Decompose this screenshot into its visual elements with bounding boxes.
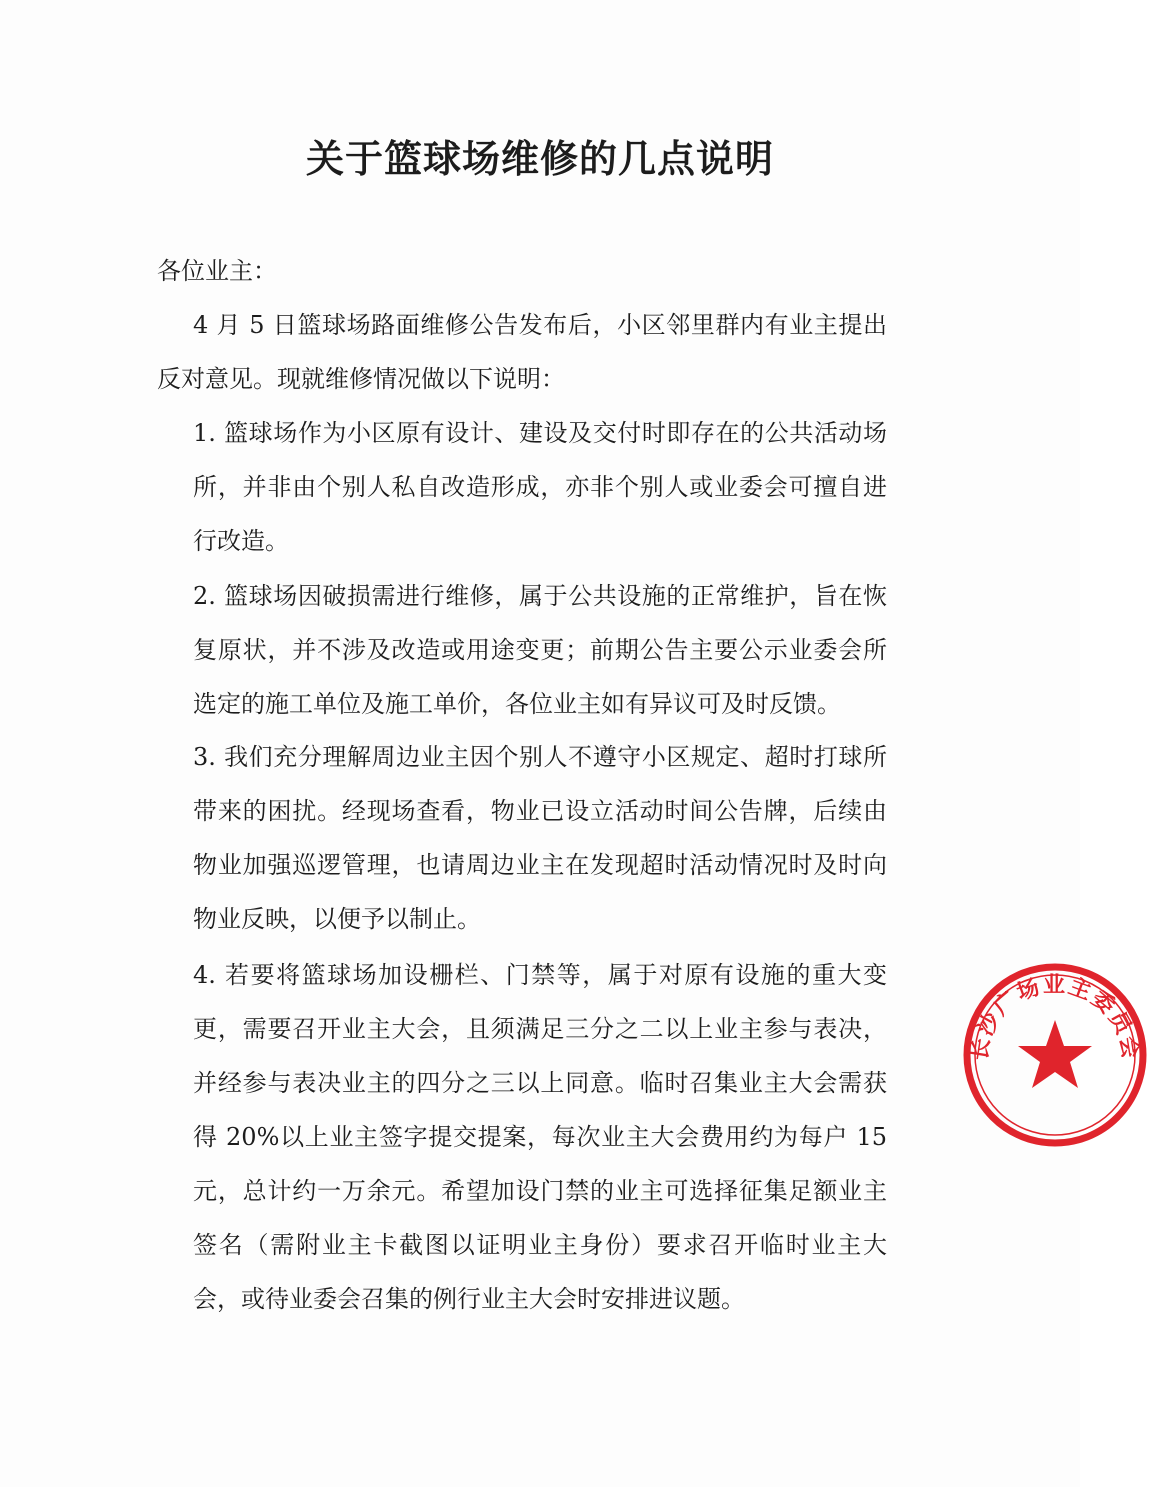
seal-text: 长沙广场业主委员会	[966, 972, 1144, 1063]
official-seal-icon	[960, 960, 1150, 1150]
list-item-2: 2. 篮球场因破损需进行维修，属于公共设施的正常维护，旨在恢复原状，并不涉及改造或用途变更；前期公告主要公示业委会所选定的施工单位及施工单价，各位业主如有异议可及时反馈。	[193, 582, 887, 718]
list-item-4: 4. 若要将篮球场加设栅栏、门禁等，属于对原有设施的重大变更，需要召开业主大会，且须满足三分之二以上业主参与表决，并经参与表决业主的四分之三以上同意。临时召集业主大会需获得 20%以上业主签字提交提案，每次业主大会费用约为每户 15 元，总计约一万余元。希望加设门禁的业主可选择征集足额业主签名（需附业主卡截图以证明业主身份）要求召开临时业主大会，或待业委会召集的例行业主大会时安排进议题。	[193, 961, 887, 1313]
salutation: 各位业主：	[157, 257, 277, 285]
intro-paragraph: 4 月 5 日篮球场路面维修公告发布后，小区邻里群内有业主提出反对意见。现就维修情况做以下说明：	[157, 311, 887, 393]
list-item-1: 1. 篮球场作为小区原有设计、建设及交付时即存在的公共活动场所，并非由个别人私自改造形成，亦非个别人或业委会可擅自进行改造。	[193, 419, 887, 555]
document-title: 关于篮球场维修的几点说明	[305, 136, 774, 181]
list-item-3: 3. 我们充分理解周边业主因个别人不遵守小区规定、超时打球所带来的困扰。经现场查看，物业已设立活动时间公告牌，后续由物业加强巡逻管理，也请周边业主在发现超时活动情况时及时向物业反映，以便予以制止。	[193, 743, 887, 933]
